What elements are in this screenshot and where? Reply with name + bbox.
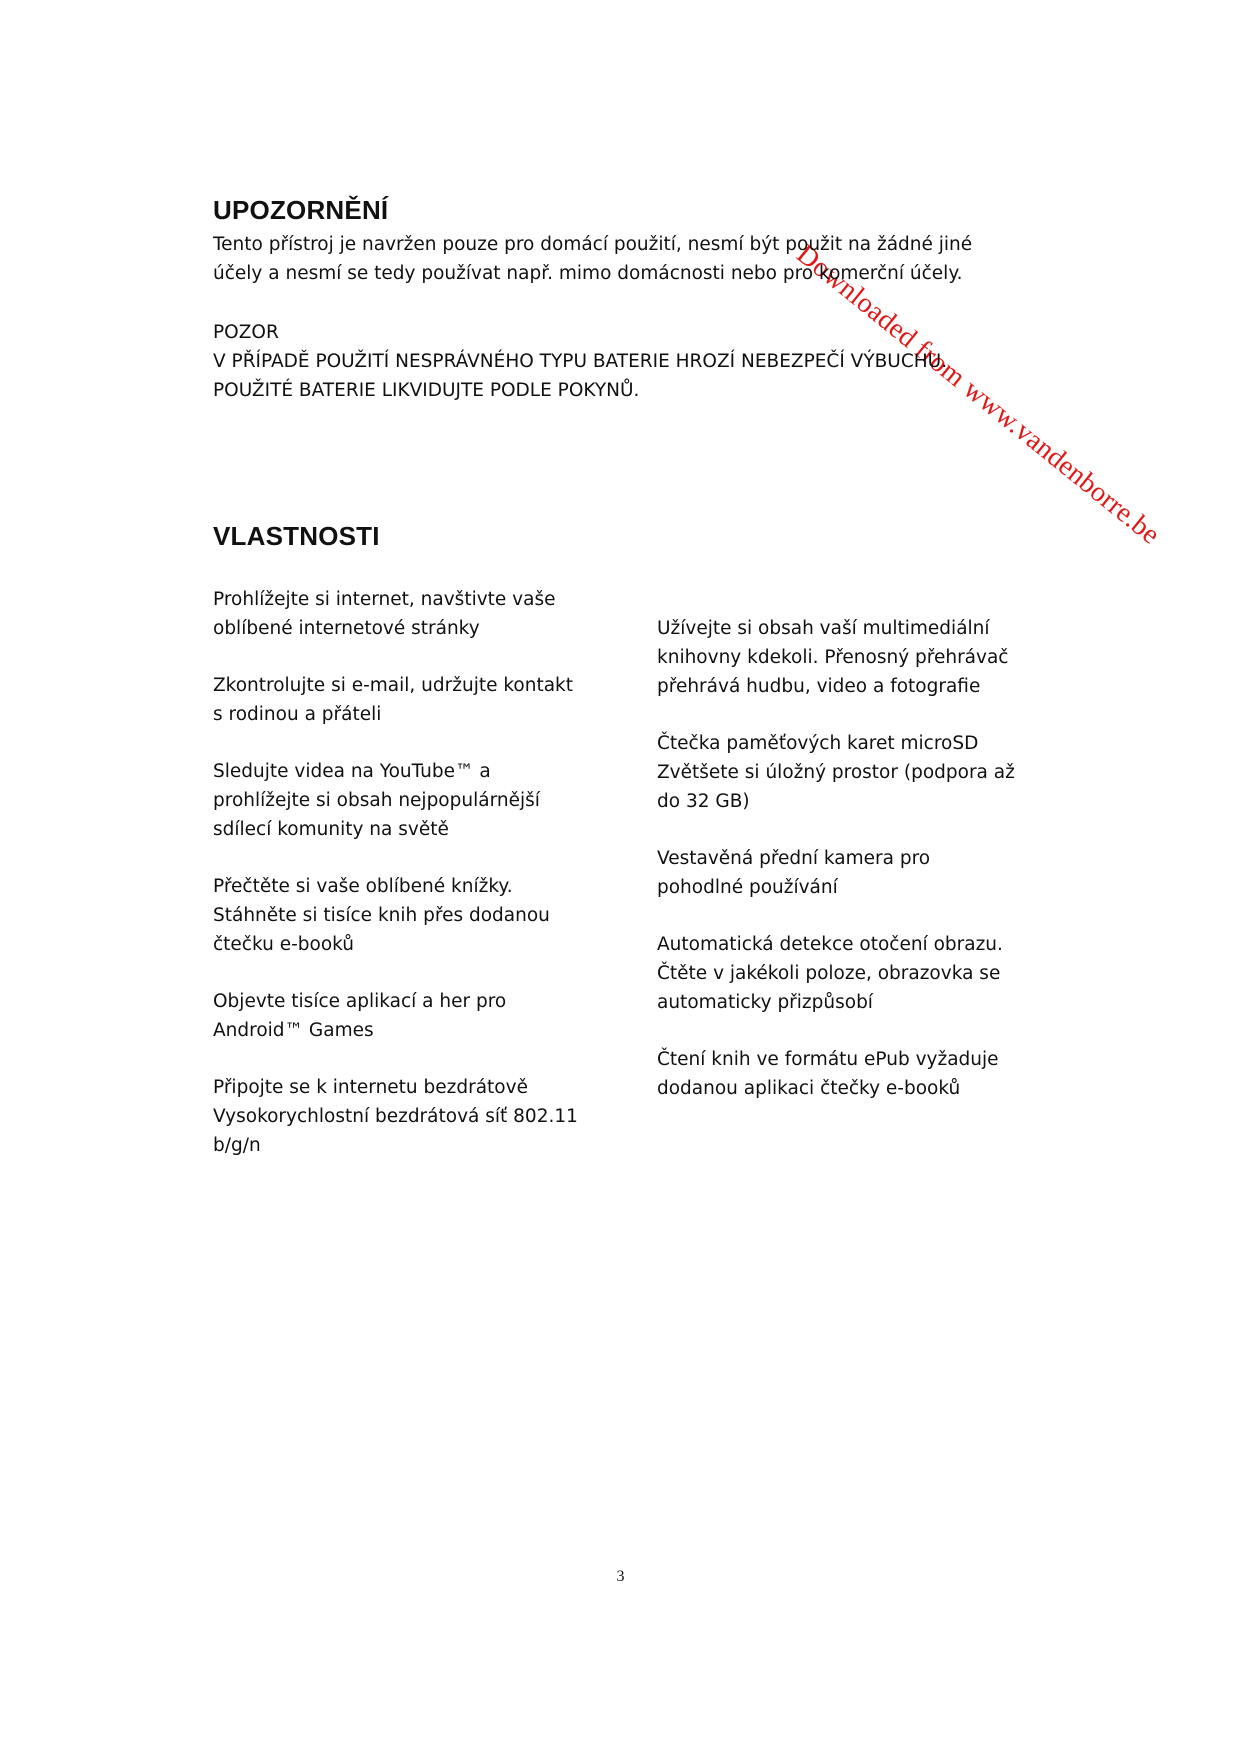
feature-line: Vysokorychlostní bezdrátová síť 802.11 — [213, 1106, 578, 1127]
feature-line: Stáhněte si tisíce knih přes dodanou — [213, 905, 550, 926]
feature-line: dodanou aplikaci čtečky e-booků — [657, 1078, 961, 1099]
feature-item — [213, 1073, 633, 1160]
watermark-text: Downloaded from www.vandenborre.be — [790, 238, 1166, 551]
feature-line: Přečtěte si vaše oblíbené knížky. — [213, 876, 513, 897]
warning-heading: UPOZORNĚNÍ — [213, 195, 389, 225]
feature-line: automaticky přizpůsobí — [657, 992, 873, 1013]
feature-line: Čtěte v jakékoli poloze, obrazovka se — [657, 963, 1001, 984]
caution-line: POUŽITÉ BATERIE LIKVIDUJTE PODLE POKYNŮ. — [213, 380, 640, 401]
feature-item — [657, 930, 1077, 1017]
feature-line: b/g/n — [213, 1135, 261, 1156]
caution-line: V PŘÍPADĚ POUŽITÍ NESPRÁVNÉHO TYPU BATERIE HROZÍ NEBEZPEČÍ VÝBUCHU. — [213, 351, 948, 372]
feature-line: Užívejte si obsah vaší multimediální — [657, 618, 990, 639]
feature-item — [213, 585, 633, 643]
feature-line: s rodinou a přáteli — [213, 704, 382, 725]
feature-line: Připojte se k internetu bezdrátově — [213, 1077, 528, 1098]
feature-line: oblíbené internetové stránky — [213, 618, 480, 639]
feature-line: pohodlné používání — [657, 877, 838, 898]
feature-line: Android™ Games — [213, 1020, 374, 1041]
feature-item — [657, 729, 1077, 816]
feature-item — [213, 987, 633, 1045]
feature-line: Zvětšete si úložný prostor (podpora až — [657, 762, 1015, 783]
feature-item — [213, 872, 633, 959]
feature-item — [657, 614, 1077, 701]
feature-line: do 32 GB) — [657, 791, 750, 812]
feature-line: Prohlížejte si internet, navštivte vaše — [213, 589, 556, 610]
feature-line: sdílecí komunity na světě — [213, 819, 449, 840]
feature-line: Vestavěná přední kamera pro — [657, 848, 931, 869]
feature-line: čtečku e-booků — [213, 934, 355, 955]
feature-item — [657, 844, 1077, 902]
feature-line: Čtení knih ve formátu ePub vyžaduje — [657, 1049, 999, 1070]
features-heading: VLASTNOSTI — [213, 521, 380, 551]
features-right-column — [657, 614, 1077, 1131]
feature-item — [657, 1045, 1077, 1103]
feature-line: Zkontrolujte si e-mail, udržujte kontakt — [213, 675, 574, 696]
warning-line: účely a nesmí se tedy používat např. mimo domácnosti nebo pro komerční účely. — [213, 263, 963, 284]
feature-line: prohlížejte si obsah nejpopulárnější — [213, 790, 540, 811]
caution-label: POZOR — [213, 322, 279, 343]
feature-line: Sledujte videa na YouTube™ a — [213, 761, 491, 782]
feature-line: Automatická detekce otočení obrazu. — [657, 934, 1003, 955]
page-number: 3 — [616, 1568, 625, 1585]
feature-line: Čtečka paměťových karet microSD — [657, 733, 979, 754]
feature-line: přehrává hudbu, video a fotografie — [657, 676, 981, 697]
feature-line: Objevte tisíce aplikací a her pro — [213, 991, 507, 1012]
features-left-column — [213, 585, 633, 1188]
feature-item — [213, 757, 633, 844]
feature-item — [213, 671, 633, 729]
warning-text — [213, 230, 972, 288]
warning-line: Tento přístroj je navržen pouze pro domácí použití, nesmí být použit na žádné jiné — [213, 234, 973, 255]
caution-text — [213, 318, 947, 405]
feature-line: knihovny kdekoli. Přenosný přehrávač — [657, 647, 1009, 668]
